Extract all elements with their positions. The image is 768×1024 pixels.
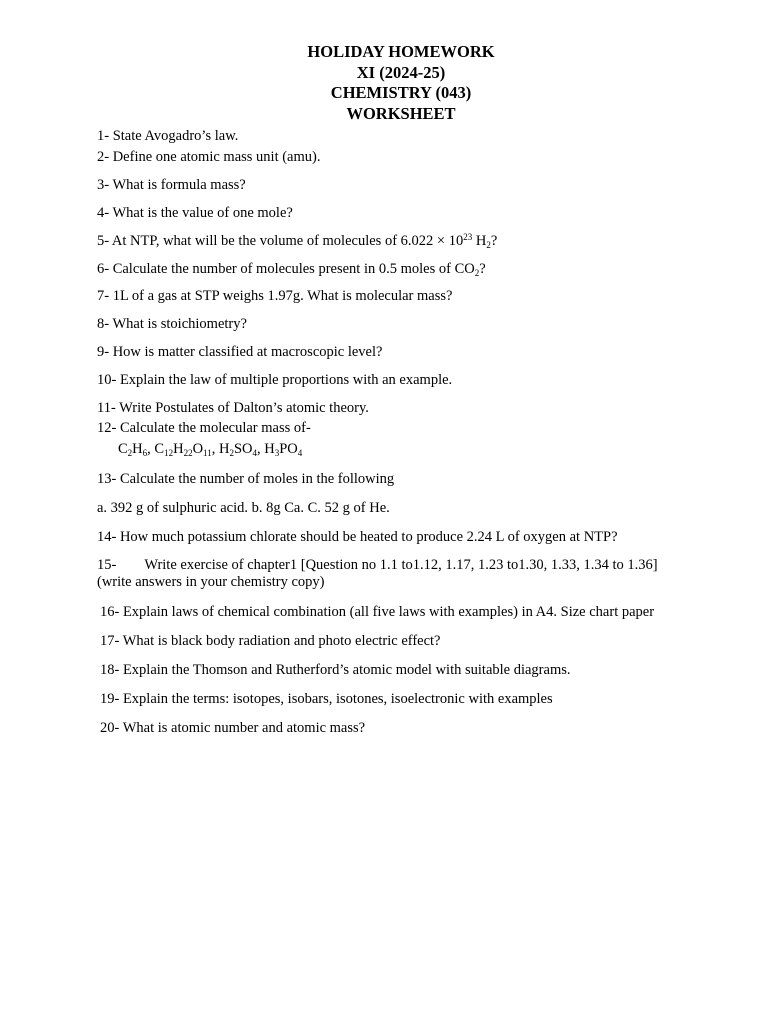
subscript: 2: [474, 268, 480, 278]
question-6-end: ?: [479, 261, 486, 277]
question-5: [97, 233, 497, 250]
formula-part: PO: [279, 441, 298, 457]
subscript: 2: [127, 448, 133, 458]
question-6: [97, 261, 486, 278]
subscript: 2: [486, 240, 491, 250]
exponent: 23: [463, 232, 473, 242]
question-11: 11- Write Postulates of Dalton’s atomic theory.: [97, 400, 369, 416]
question-5-text: 5- At NTP, what will be the volume of molecules of 6.022 × 10: [97, 233, 464, 249]
question-15-text: Write exercise of chapter1 [Question no 1.1 to1.12, 1.17, 1.23 to1.30, 1.33, 1.34 to 1.36]: [144, 557, 658, 573]
subscript: 6: [142, 448, 148, 458]
formula-part: , C: [147, 441, 165, 457]
question-15: [97, 557, 702, 591]
question-5-mid: H: [472, 233, 487, 249]
question-20: 20- What is atomic number and atomic mass?: [100, 720, 366, 736]
header-subject: CHEMISTRY (043): [330, 83, 472, 102]
question-4: 4- What is the value of one mole?: [97, 205, 293, 221]
question-19: 19- Explain the terms: isotopes, isobars, isotones, isoelectronic with examples: [100, 691, 553, 707]
question-10: 10- Explain the law of multiple proportions with an example.: [97, 372, 453, 388]
question-16: 16- Explain laws of chemical combination (all five laws with examples) in A4. Size chart paper: [100, 604, 655, 620]
question-17: 17- What is black body radiation and photo electric effect?: [100, 633, 441, 649]
formula-part: C: [118, 441, 128, 457]
question-18: 18- Explain the Thomson and Rutherford’s atomic model with suitable diagrams.: [100, 662, 571, 678]
subscript: 3: [274, 448, 280, 458]
worksheet-header: [0, 42, 768, 124]
question-15-number: 15-: [97, 557, 117, 573]
header-class: XI (2024-25): [356, 62, 446, 82]
question-8: 8- What is stoichiometry?: [97, 316, 247, 332]
formula-part: H: [132, 441, 143, 457]
subscript: 4: [252, 448, 257, 458]
question-13-parts: a. 392 g of sulphuric acid. b. 8g Ca. C. 52 g of He.: [97, 500, 390, 516]
formula-part: , H: [211, 441, 230, 457]
formula-part: O: [192, 441, 204, 457]
subscript: 4: [297, 448, 303, 458]
formula-part: , H: [257, 441, 275, 457]
question-12: 12- Calculate the molecular mass of-: [97, 420, 311, 436]
subscript: 2: [229, 448, 234, 458]
question-12-formulas: [118, 441, 302, 458]
question-14: 14- How much potassium chlorate should be heated to produce 2.24 L of oxygen at NTP?: [97, 529, 618, 545]
formula-part: H: [173, 441, 184, 457]
header-doc-type: WORKSHEET: [346, 103, 456, 123]
subscript: 12: [164, 448, 174, 458]
subscript: 11: [203, 448, 212, 458]
question-15-note: (write answers in your chemistry copy): [97, 574, 325, 590]
question-13: 13- Calculate the number of moles in the following: [97, 471, 395, 487]
subscript: 22: [183, 448, 193, 458]
question-7: 7- 1L of a gas at STP weighs 1.97g. What is molecular mass?: [97, 288, 453, 304]
question-2: 2- Define one atomic mass unit (amu).: [97, 149, 321, 165]
question-9: 9- How is matter classified at macroscopic level?: [97, 344, 383, 360]
formula-part: SO: [233, 441, 253, 457]
question-5-end: ?: [490, 233, 498, 249]
question-1: 1- State Avogadro’s law.: [97, 128, 239, 144]
header-title: HOLIDAY HOMEWORK: [307, 42, 495, 61]
question-6-text: 6- Calculate the number of molecules present in 0.5 moles of CO: [97, 261, 475, 277]
question-3: 3- What is formula mass?: [97, 177, 246, 193]
